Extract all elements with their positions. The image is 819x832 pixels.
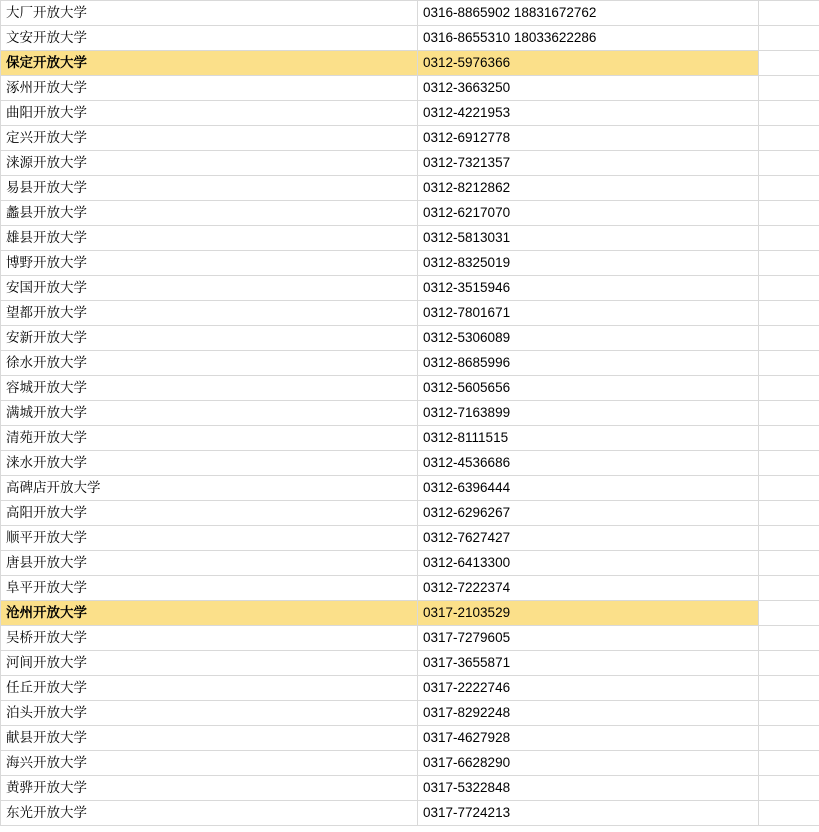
cell-institution-name[interactable]: 蠡县开放大学 (1, 201, 418, 226)
cell-phone-number[interactable]: 0317-6628290 (418, 751, 759, 776)
cell-empty[interactable] (759, 476, 819, 501)
cell-phone-number[interactable]: 0312-5306089 (418, 326, 759, 351)
cell-institution-name[interactable]: 海兴开放大学 (1, 751, 418, 776)
cell-institution-name[interactable]: 献县开放大学 (1, 726, 418, 751)
table-row[interactable] (1, 26, 819, 51)
table-row[interactable] (1, 51, 819, 76)
cell-empty[interactable] (759, 51, 819, 76)
table-row[interactable] (1, 251, 819, 276)
table-row[interactable] (1, 676, 819, 701)
cell-phone-number[interactable]: 0312-8111515 (418, 426, 759, 451)
table-row[interactable] (1, 1, 819, 26)
cell-institution-name[interactable]: 安国开放大学 (1, 276, 418, 301)
cell-phone-number[interactable]: 0312-6296267 (418, 501, 759, 526)
cell-empty[interactable] (759, 426, 819, 451)
cell-institution-name[interactable]: 容城开放大学 (1, 376, 418, 401)
table-row[interactable] (1, 576, 819, 601)
cell-phone-number[interactable]: 0317-2222746 (418, 676, 759, 701)
table-row[interactable] (1, 626, 819, 651)
table-row[interactable] (1, 526, 819, 551)
table-row[interactable] (1, 101, 819, 126)
cell-phone-number[interactable]: 0317-3655871 (418, 651, 759, 676)
cell-phone-number[interactable]: 0317-8292248 (418, 701, 759, 726)
cell-empty[interactable] (759, 601, 819, 626)
cell-empty[interactable] (759, 676, 819, 701)
cell-institution-name[interactable]: 阜平开放大学 (1, 576, 418, 601)
table-row[interactable] (1, 151, 819, 176)
cell-phone-number[interactable]: 0312-6396444 (418, 476, 759, 501)
table-row[interactable] (1, 376, 819, 401)
cell-institution-name[interactable]: 涞水开放大学 (1, 451, 418, 476)
cell-empty[interactable] (759, 551, 819, 576)
table-row[interactable] (1, 226, 819, 251)
cell-empty[interactable] (759, 526, 819, 551)
cell-phone-number[interactable]: 0312-8212862 (418, 176, 759, 201)
cell-institution-name[interactable]: 保定开放大学 (1, 51, 418, 76)
cell-empty[interactable] (759, 201, 819, 226)
table-row[interactable] (1, 126, 819, 151)
cell-phone-number[interactable]: 0312-8325019 (418, 251, 759, 276)
cell-empty[interactable] (759, 276, 819, 301)
cell-empty[interactable] (759, 501, 819, 526)
table-row[interactable] (1, 651, 819, 676)
table-row[interactable] (1, 326, 819, 351)
cell-phone-number[interactable]: 0317-2103529 (418, 601, 759, 626)
cell-phone-number[interactable]: 0312-4536686 (418, 451, 759, 476)
cell-institution-name[interactable]: 定兴开放大学 (1, 126, 418, 151)
cell-phone-number[interactable]: 0317-7724213 (418, 801, 759, 826)
cell-institution-name[interactable]: 徐水开放大学 (1, 351, 418, 376)
cell-institution-name[interactable]: 安新开放大学 (1, 326, 418, 351)
cell-empty[interactable] (759, 401, 819, 426)
cell-institution-name[interactable]: 涞源开放大学 (1, 151, 418, 176)
cell-empty[interactable] (759, 376, 819, 401)
table-row[interactable] (1, 476, 819, 501)
table-row[interactable] (1, 451, 819, 476)
cell-empty[interactable] (759, 226, 819, 251)
cell-phone-number[interactable]: 0312-4221953 (418, 101, 759, 126)
cell-institution-name[interactable]: 吴桥开放大学 (1, 626, 418, 651)
table-row[interactable] (1, 176, 819, 201)
cell-institution-name[interactable]: 雄县开放大学 (1, 226, 418, 251)
cell-empty[interactable] (759, 251, 819, 276)
cell-institution-name[interactable]: 任丘开放大学 (1, 676, 418, 701)
cell-phone-number[interactable]: 0312-5976366 (418, 51, 759, 76)
cell-phone-number[interactable]: 0317-5322848 (418, 776, 759, 801)
table-row[interactable] (1, 801, 819, 826)
cell-empty[interactable] (759, 576, 819, 601)
cell-empty[interactable] (759, 626, 819, 651)
table-row[interactable] (1, 726, 819, 751)
cell-phone-number[interactable]: 0312-6413300 (418, 551, 759, 576)
cell-phone-number[interactable]: 0312-5605656 (418, 376, 759, 401)
cell-phone-number[interactable]: 0312-7801671 (418, 301, 759, 326)
cell-empty[interactable] (759, 101, 819, 126)
cell-institution-name[interactable]: 高碑店开放大学 (1, 476, 418, 501)
cell-phone-number[interactable]: 0312-7321357 (418, 151, 759, 176)
cell-empty[interactable] (759, 751, 819, 776)
cell-phone-number[interactable]: 0312-7222374 (418, 576, 759, 601)
cell-phone-number[interactable]: 0312-6912778 (418, 126, 759, 151)
cell-institution-name[interactable]: 高阳开放大学 (1, 501, 418, 526)
cell-institution-name[interactable]: 文安开放大学 (1, 26, 418, 51)
cell-phone-number[interactable]: 0312-7627427 (418, 526, 759, 551)
cell-institution-name[interactable]: 东光开放大学 (1, 801, 418, 826)
cell-institution-name[interactable]: 涿州开放大学 (1, 76, 418, 101)
cell-empty[interactable] (759, 801, 819, 826)
table-row[interactable] (1, 426, 819, 451)
cell-empty[interactable] (759, 301, 819, 326)
cell-institution-name[interactable]: 博野开放大学 (1, 251, 418, 276)
cell-empty[interactable] (759, 726, 819, 751)
cell-phone-number[interactable]: 0316-8655310 18033622286 (418, 26, 759, 51)
cell-empty[interactable] (759, 776, 819, 801)
cell-institution-name[interactable]: 黄骅开放大学 (1, 776, 418, 801)
cell-institution-name[interactable]: 满城开放大学 (1, 401, 418, 426)
cell-institution-name[interactable]: 河间开放大学 (1, 651, 418, 676)
table-row[interactable] (1, 601, 819, 626)
cell-phone-number[interactable]: 0317-7279605 (418, 626, 759, 651)
cell-phone-number[interactable]: 0312-3515946 (418, 276, 759, 301)
cell-institution-name[interactable]: 唐县开放大学 (1, 551, 418, 576)
cell-empty[interactable] (759, 126, 819, 151)
cell-phone-number[interactable]: 0312-5813031 (418, 226, 759, 251)
cell-phone-number[interactable]: 0312-7163899 (418, 401, 759, 426)
cell-institution-name[interactable]: 泊头开放大学 (1, 701, 418, 726)
cell-empty[interactable] (759, 651, 819, 676)
cell-empty[interactable] (759, 326, 819, 351)
cell-institution-name[interactable]: 曲阳开放大学 (1, 101, 418, 126)
cell-institution-name[interactable]: 易县开放大学 (1, 176, 418, 201)
cell-empty[interactable] (759, 351, 819, 376)
cell-institution-name[interactable]: 大厂开放大学 (1, 1, 418, 26)
cell-empty[interactable] (759, 451, 819, 476)
contacts-table-body (1, 1, 819, 826)
table-row[interactable] (1, 401, 819, 426)
cell-phone-number[interactable]: 0312-6217070 (418, 201, 759, 226)
cell-phone-number[interactable]: 0317-4627928 (418, 726, 759, 751)
cell-empty[interactable] (759, 701, 819, 726)
table-row[interactable] (1, 276, 819, 301)
cell-empty[interactable] (759, 76, 819, 101)
table-row[interactable] (1, 301, 819, 326)
table-row[interactable] (1, 76, 819, 101)
cell-empty[interactable] (759, 176, 819, 201)
table-row[interactable] (1, 201, 819, 226)
table-row[interactable] (1, 701, 819, 726)
cell-phone-number[interactable]: 0312-3663250 (418, 76, 759, 101)
table-row[interactable] (1, 551, 819, 576)
table-row[interactable] (1, 776, 819, 801)
cell-institution-name[interactable]: 沧州开放大学 (1, 601, 418, 626)
cell-institution-name[interactable]: 清苑开放大学 (1, 426, 418, 451)
cell-phone-number[interactable]: 0316-8865902 18831672762 (418, 1, 759, 26)
cell-phone-number[interactable]: 0312-8685996 (418, 351, 759, 376)
cell-institution-name[interactable]: 顺平开放大学 (1, 526, 418, 551)
cell-empty[interactable] (759, 26, 819, 51)
table-row[interactable] (1, 351, 819, 376)
cell-institution-name[interactable]: 望都开放大学 (1, 301, 418, 326)
cell-empty[interactable] (759, 1, 819, 26)
table-row[interactable] (1, 501, 819, 526)
table-row[interactable] (1, 751, 819, 776)
cell-empty[interactable] (759, 151, 819, 176)
